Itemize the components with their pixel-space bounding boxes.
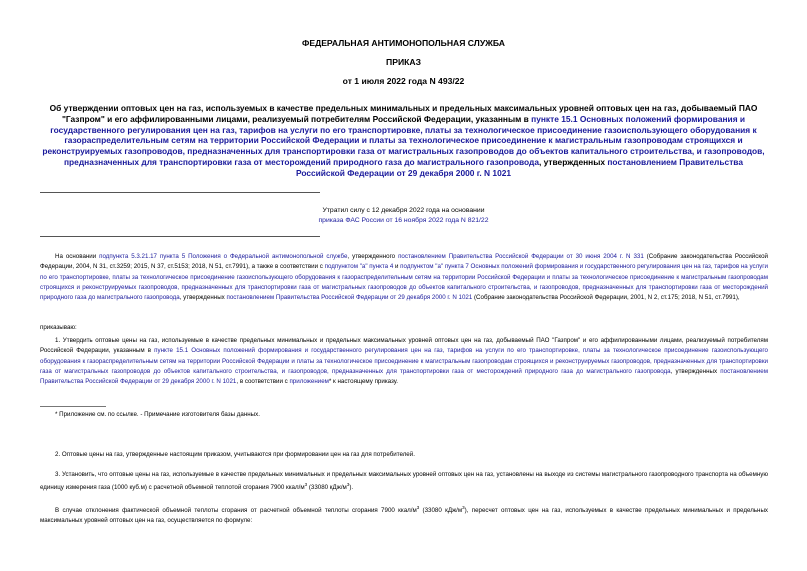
item1-link-resolution-1021[interactable]: постановлением Правительства Российской Федерации от 29 декабря 2000 г. N 1021 <box>40 367 768 386</box>
item-2-paragraph: 2. Оптовые цены на газ, утвержденные настоящим приказом, учитываются при формировании цен на газ для потребителей. <box>55 451 415 458</box>
status-note-link[interactable]: приказа ФАС России от 16 ноября 2022 года N 821/22 <box>318 217 489 224</box>
link-subpoint-7[interactable]: подпунктом "а" пункта 7 Основных положений формирования и государственного регулирования цен на газ, тарифов на услуги по его транспортировке, платы за технологическое присоединение газоиспользующего оборудования к газораспределительным сетям на территории Российской Федерации и платы за технологическое присоединение к магистральным газопроводам строящихся и реконструируемых газопроводов, предназначенных для транспортировки газа от магистральных газопроводов до объектов капитального строительства, и газопроводов, предназначенных для транспортировки газа от месторождений природного газа до магистрального газопровода <box>40 263 768 302</box>
title-link-resolution[interactable]: постановлением Правительства Российской Федерации от 29 декабря 2000 г. N 1021 <box>295 156 743 178</box>
title-text-1: Об утверждении оптовых цен на газ, используемых в качестве предельных минимальных и предельных максимальных уровней оптовых цен на газ, добываемый ПАО "Газпром" и его аффилированными лицами, реализуемый потребителям Российской Федерации, указанным в <box>49 103 758 124</box>
link-resolution-1021[interactable]: постановлением Правительства Российской Федерации от 29 декабря 2000 г. N 1021 <box>226 294 473 302</box>
item-3-paragraph: 3. Установить, что оптовые цены на газ, используемые в качестве предельных минимальных и предельных максимальных уровней оптовых цен на газ, установлены на выходе из системы магистрального газопроводного транспорта на объемную единицу измерения газа (1000 куб.м) с расчетной объемной теплотой сгорания 7900 ккал/$м^3$ (33080 кДж/$м^3$). <box>40 471 768 492</box>
agency-name: ФЕДЕРАЛЬНАЯ АНТИМОНОПОЛЬНАЯ СЛУЖБА <box>302 38 505 48</box>
status-note <box>0 206 807 226</box>
doc-type: ПРИКАЗ <box>386 57 421 67</box>
footnote: * Приложение см. по ссылке. - Примечание изготовителя базы данных. <box>55 411 260 418</box>
doc-date-number: от 1 июля 2022 года N 493/22 <box>342 76 465 86</box>
item1-link-point-15-1[interactable]: пункте 15.1 Основных положений формирования и государственного регулирования цен на газ, тарифов на услуги по его транспортировке, платы за технологическое присоединение газоиспользующего оборудования к газораспределительным сетям на территории Российской Федерации и платы за технологическое присоединение к магистральным газопроводам строящихся и реконструируемых газопроводов, предназначенных для транспортировки газа от магистральных газопроводов до объектов капитального строительства, и газопроводов, предназначенных для транспортировки газа от месторождений природного газа до магистрального газопровода <box>40 347 768 375</box>
link-fas-regulation[interactable]: подпункта 5.3.21.17 пункта 5 Положения о Федеральной антимонопольной службе <box>99 253 348 260</box>
divider-bottom <box>40 236 320 237</box>
divider-top <box>40 192 320 193</box>
link-subpoint-4[interactable]: подпунктом "а" пункта 4 <box>324 263 394 271</box>
status-note-line1: Утратил силу с 12 декабря 2022 года на основании <box>322 207 485 214</box>
link-resolution-331[interactable]: постановлением Правительства Российской Федерации от 30 июня 2004 г. N 331 <box>398 253 644 260</box>
footnote-divider <box>40 406 106 407</box>
item-4-paragraph: В случае отклонения фактической объемной теплоты сгорания от расчетной объемной теплоты сгорания 7900 ккал/$м^3$ (33080 кДж/$м^3$), пересчет оптовых цен на газ, используемых в качестве предельных минимальных и предельных максимальных уровней оптовых цен на газ, осуществляется по формуле: <box>40 505 768 525</box>
preamble-paragraph: На основании подпункта 5.3.21.17 пункта 5 Положения о Федеральной антимонопольной службе, утвержденного постановлением Правительства Российской Федерации от 30 июня 2004 г. N 331 (Собрание законодательства Российской Федерации, 2004, N 31, ст.3259; 2015, N 37, ст.5153; 2018, N 51, ст.7991), а также в соответствии с подпунктом "а" пункта 4 и подпунктом "а" пункта 7 Основных положений формирования и государственного регулирования цен на газ, тарифов на услуги по его транспортировке, платы за технологическое присоединение газоиспользующего оборудования к газораспределительным сетям на территории Российской Федерации и платы за технологическое присоединение к магистральным газопроводам строящихся и реконструируемых газопроводов, предназначенных для транспортировки газа от магистральных газопроводов до объектов капитального строительства, и газопроводов, предназначенных для транспортировки газа от месторождений природного газа до магистрального газопровода, утвержденных постановлением Правительства Российской Федерации от 29 декабря 2000 г. N 1021 (Собрание законодательства Российской Федерации, 2001, N 2, ст.175; 2018, N 51, ст.7991), <box>40 253 768 302</box>
item-1-paragraph: 1. Утвердить оптовые цены на газ, используемые в качестве предельных минимальных и предельных максимальных уровней оптовых цен на газ, добываемый ПАО "Газпром" и его аффилированными лицами, реализуемый потребителям Российской Федерации, указанным в пункте 15.1 Основных положений формирования и государственного регулирования цен на газ, тарифов на услуги по его транспортировке, платы за технологическое присоединение газоиспользующего оборудования к газораспределительным сетям на территории Российской Федерации и платы за технологическое присоединение к магистральным газопроводам строящихся и реконструируемых газопроводов, предназначенных для транспортировки газа от магистральных газопроводов до объектов капитального строительства, и газопроводов, предназначенных для транспортировки газа от месторождений природного газа до магистрального газопровода, утвержденных постановлением Правительства Российской Федерации от 29 декабря 2000 г. N 1021, в соответствии с приложением* к настоящему приказу. <box>40 337 768 386</box>
link-appendix[interactable]: приложением <box>289 378 329 386</box>
order-word: приказываю: <box>40 324 77 331</box>
title-link-basics[interactable]: пункте 15.1 Основных положений формирования и государственного регулирования цен на газ, тарифов на услуги по его транспортировке, платы за технологическое присоединение газоиспользующего оборудования к газораспределительным сетям на территории Российской Федерации и платы за технологическое присоединение к магистральным газопроводам строящихся и реконструируемых газопроводов, предназначенных для транспортировки газа от магистральных газопроводов до объектов капитального строительства, и газопроводов, предназначенных для транспортировки газа от месторождений природного газа до магистрального газопровода <box>42 113 765 167</box>
document-title <box>40 103 767 179</box>
title-text-2: , утвержденных <box>538 156 608 167</box>
